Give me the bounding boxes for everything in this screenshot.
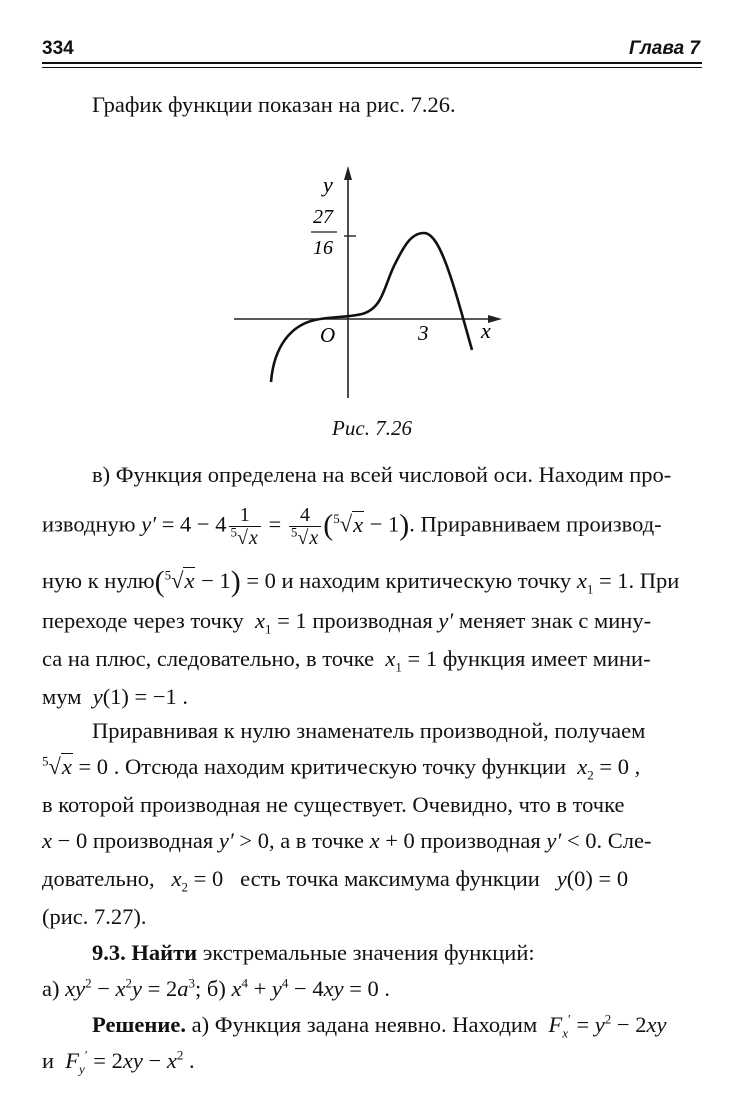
text-span: > 0, а в точке [239, 828, 364, 853]
page-number: 334 [42, 38, 74, 59]
text-span: довательно, [42, 866, 155, 891]
axis-x-label: x [481, 318, 491, 343]
task-equations: а) $xy^2 - x^2y = 2a^3$; б) $x^4 + y^4 - 4xy = 0$ . [42, 975, 391, 1001]
x-tick-label: 3 [418, 321, 429, 345]
figure-caption: Рис. 7.26 [332, 416, 412, 440]
text-line-derivative: изводную y′ = 4 − 4 $\frac{1}{^5√x}$ = $\frac{4}{^5√x}$ ($^5$√x − 1). Приравниваем производ- [42, 504, 662, 549]
text-span: меняет знак с мину- [458, 608, 652, 633]
chapter-title: Глава 7 [629, 38, 700, 59]
text-span: а) [42, 976, 60, 1001]
text-span: экстремальные значения функций: [202, 940, 535, 965]
y-axis-arrow [344, 166, 352, 180]
solution-line: Решение. а) Функция задана неявно. Находим $F_x' = y^2 - 2xy$ [92, 1011, 667, 1041]
y-tick-numerator: 27 [313, 206, 333, 228]
text-line: в которой производная не существует. Очевидно, что в точке [42, 792, 625, 817]
figure-7-26 [0, 0, 744, 460]
text-span: ную к нулю [42, 568, 155, 593]
text-span: а) Функция задана неявно. Находим [191, 1012, 538, 1037]
text-span: изводную [42, 511, 136, 537]
text-line: в) Функция определена на всей числовой оси. Находим про- [92, 462, 672, 487]
axis-y-label: y [323, 172, 333, 197]
text-span: са на плюс, следовательно, в точке [42, 646, 375, 671]
solution-label: Решение. [92, 1012, 186, 1037]
text-span: производная [92, 828, 214, 853]
origin-label: O [320, 323, 336, 347]
solution-line-2: и $F_y' = 2xy - x^2$ . [42, 1047, 195, 1077]
task-label: 9.3. Найти [92, 940, 198, 965]
text-span: < 0. Сле- [566, 828, 652, 853]
text-line: x − 0 производная y′ > 0, а в точке x + 0 производная y′ < 0. Сле- [42, 828, 652, 853]
task-line [42, 936, 702, 970]
text-span: производная [312, 608, 433, 633]
text-line: (рис. 7.27). [42, 904, 147, 929]
y-tick-denominator: 16 [313, 237, 333, 259]
text-span: ; б) [195, 976, 226, 1001]
text-span: и [42, 1048, 55, 1073]
text-line: довательно, $x_2 = 0$ есть точка максимума функции y(0) = 0 [42, 866, 629, 895]
text-span: и находим критическую точку [281, 568, 572, 593]
intro-line: График функции показан на рис. 7.26. [92, 92, 456, 117]
text-span: . Приравниваем производ- [409, 511, 662, 537]
text-span: мум [42, 684, 82, 709]
text-span: . При [628, 568, 680, 593]
text-line: $^5$√x = 0 . Отсюда находим критическую точку функции $x_2 = 0$ , [42, 753, 641, 783]
text-span: производная [420, 828, 541, 853]
text-line: переходе через точку $x_1 = 1$ производная y′ меняет знак с мину- [42, 608, 652, 637]
text-span: функция имеет мини- [442, 646, 651, 671]
text-span: переходе через точку [42, 608, 244, 633]
text-line: ную к нулю($^5$√x − 1) = 0 и находим критическую точку $x_1 = 1$. При [42, 565, 680, 598]
text-line: мум y(1) = −1 . [42, 684, 189, 709]
function-curve [271, 233, 472, 382]
text-line: са на плюс, следовательно, в точке $x_1 = 1$ функция имеет мини- [42, 646, 651, 675]
text-span: есть точка максимума функции [240, 866, 540, 891]
text-span: . Отсюда находим критическую точку функции [113, 754, 566, 779]
text-line: Приравнивая к нулю знаменатель производной, получаем [92, 718, 646, 743]
